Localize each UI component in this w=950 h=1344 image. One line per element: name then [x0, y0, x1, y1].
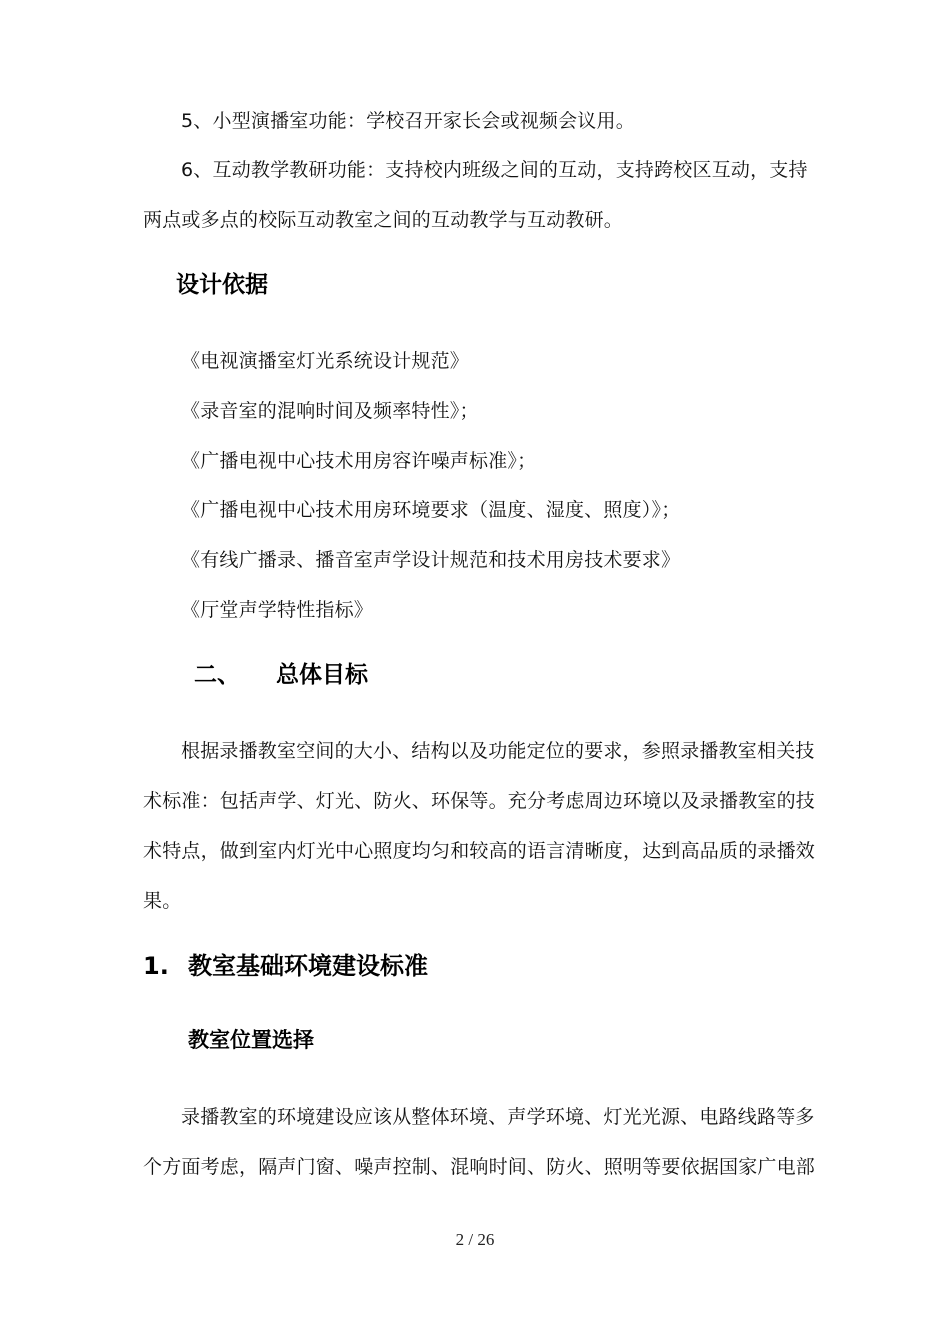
section-2-title: 总体目标	[276, 662, 368, 688]
section-2-paragraph-line: 术标准：包括声学、灯光、防火、环保等。充分考虑周边环境以及录播教室的技	[143, 790, 816, 812]
subsection-heading: 教室位置选择	[188, 1028, 314, 1052]
section-1-title: 教室基础环境建设标准	[188, 952, 428, 980]
section-2-paragraph-line: 果。	[143, 890, 182, 912]
function-item-5: 5、小型演播室功能：学校召开家长会或视频会议用。	[181, 110, 635, 132]
page-number-footer	[0, 1230, 950, 1250]
reference-item: 《广播电视中心技术用房环境要求（温度、湿度、照度）》；	[181, 499, 681, 521]
function-item-6-line-2: 两点或多点的校际互动教室之间的互动教学与互动教研。	[143, 209, 624, 231]
section-2-number: 二、	[194, 662, 240, 688]
reference-item: 《录音室的混响时间及频率特性》；	[181, 400, 479, 422]
reference-item: 《有线广播录、播音室声学设计规范和技术用房技术要求》	[181, 549, 681, 571]
page-total: 26	[477, 1230, 495, 1249]
section-2-paragraph-line: 根据录播教室空间的大小、结构以及功能定位的要求，参照录播教室相关技	[181, 740, 815, 762]
section-2-paragraph-line: 术特点，做到室内灯光中心照度均匀和较高的语言清晰度，达到高品质的录播效	[143, 840, 816, 862]
design-basis-heading: 设计依据	[176, 272, 268, 298]
reference-item: 《厅堂声学特性指标》	[181, 599, 374, 621]
page-current: 2	[455, 1230, 465, 1249]
reference-item: 《电视演播室灯光系统设计规范》	[181, 350, 470, 372]
subsection-paragraph-line: 录播教室的环境建设应该从整体环境、声学环境、灯光光源、电路线路等多	[181, 1106, 815, 1128]
function-item-6-line-1: 6、互动教学教研功能：支持校内班级之间的互动，支持跨校区互动，支持	[181, 159, 808, 181]
subsection-paragraph-line: 个方面考虑，隔声门窗、噪声控制、混响时间、防火、照明等要依据国家广电部	[143, 1156, 816, 1178]
reference-item: 《广播电视中心技术用房容许噪声标准》；	[181, 450, 537, 472]
page-separator: /	[468, 1230, 474, 1249]
section-1-number: 1.	[143, 952, 169, 980]
